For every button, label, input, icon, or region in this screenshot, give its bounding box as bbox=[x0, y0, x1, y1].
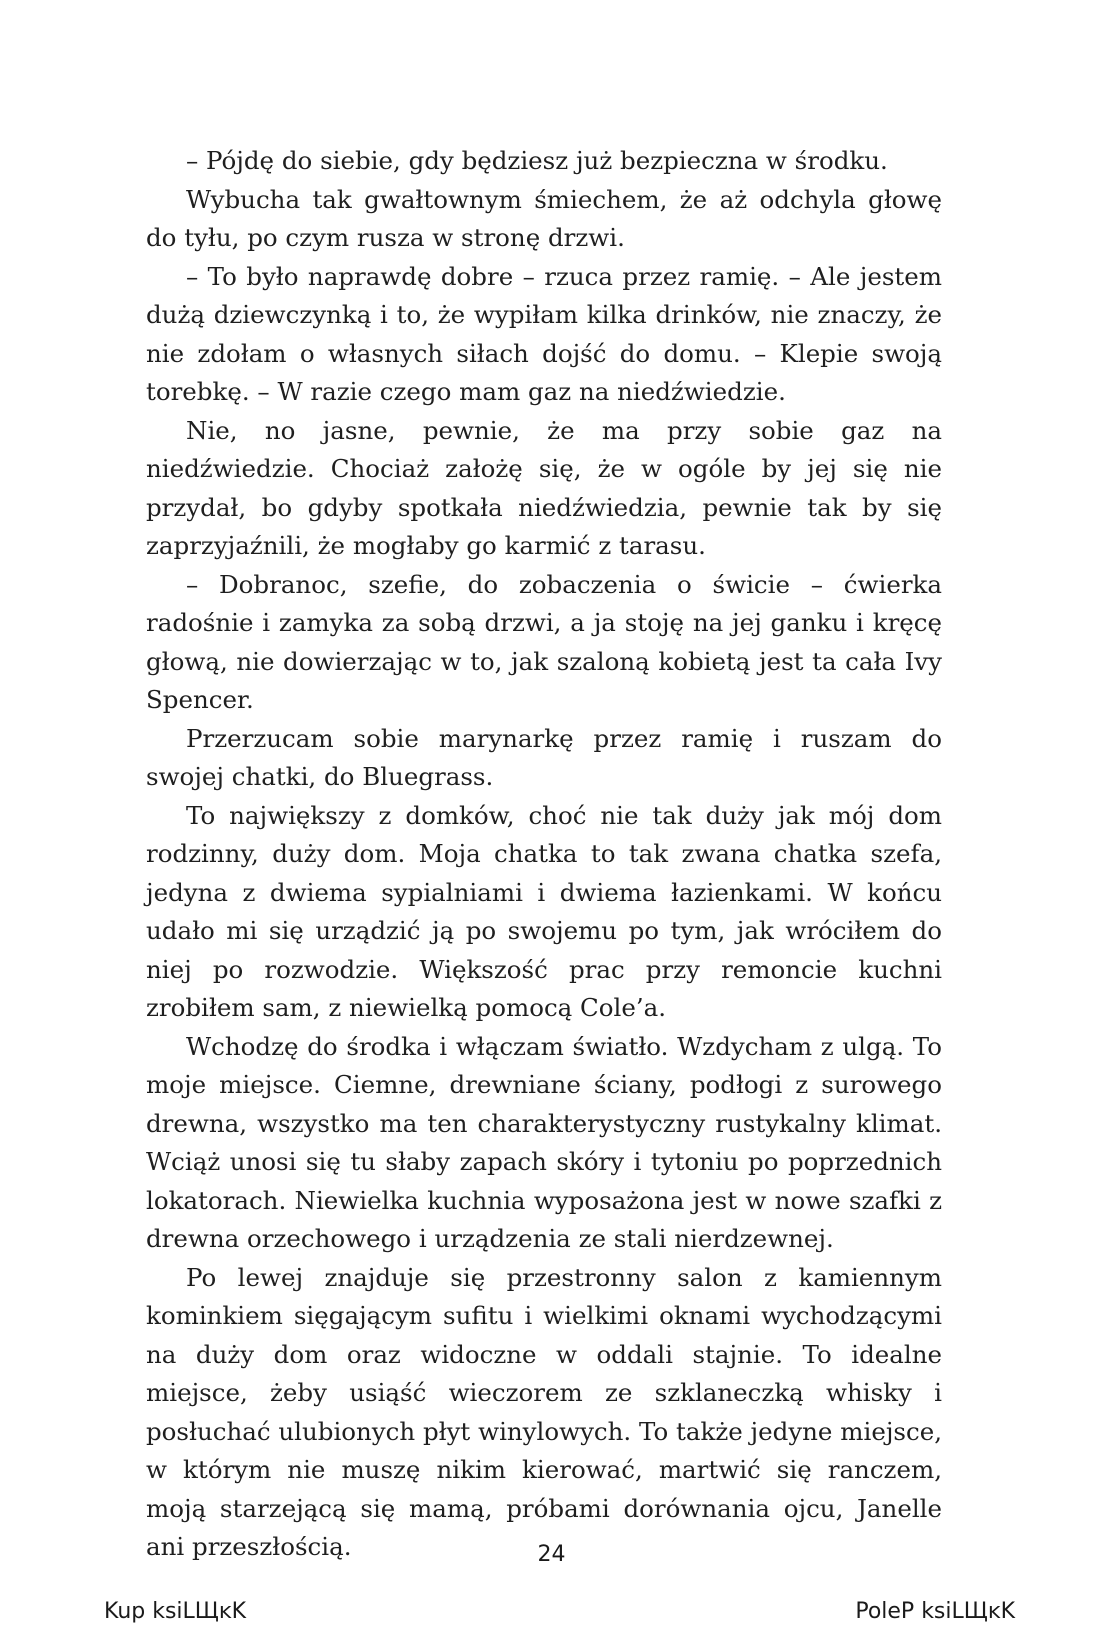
paragraph-6: Przerzucam sobie marynarkę przez ramię i ruszam do swojej chatki, do Bluegrass. bbox=[146, 723, 942, 791]
paragraph-3: – To było naprawdę dobre – rzuca przez ramię. – Ale jestem dużą dziewczynką i to, że wypiłam kilka drinków, nie znaczy, że nie zdołam o własnych siłach dojść do domu. – Klepie swoją torebkę. – W razie czego mam gaz na niedźwiedzie. bbox=[146, 261, 942, 406]
recommend-book-link[interactable]: PoleP ksiLЩĸK bbox=[855, 1599, 1015, 1624]
page-number: 24 bbox=[537, 1542, 566, 1567]
paragraph-5: – Dobranoc, szefie, do zobaczenia o świcie – ćwierka radośnie i zamyka za sobą drzwi, a ja stoję na jej ganku i kręcę głową, nie dowierzając w to, jak szaloną kobietą jest ta cała Ivy Spencer. bbox=[146, 569, 942, 714]
paragraph-4: Nie, no jasne, pewnie, że ma przy sobie gaz na niedźwiedzie. Chociaż założę się, że w ogóle by jej się nie przydał, bo gdyby spotkała niedźwiedzia, pewnie tak by się zaprzyjaźnili, że mogłaby go karmić z tarasu. bbox=[146, 415, 942, 560]
paragraph-9: Po lewej znajduje się przestronny salon z kamiennym kominkiem sięgającym sufitu i wielkimi oknami wychodzącymi na duży dom oraz widoczne w oddali stajnie. To idealne miejsce, żeby usiąść wieczorem ze szklaneczką whisky i posłuchać ulubionych płyt winylowych. To także jedyne miejsce, w którym nie muszę nikim kierować, martwić się ranczem, moją starzejącą się mamą, próbami dorównania ojcu, Janelle ani przeszłością. bbox=[146, 1262, 942, 1561]
paragraph-8: Wchodzę do środka i włączam światło. Wzdycham z ulgą. To moje miejsce. Ciemne, drewniane ściany, podłogi z surowego drewna, wszystko ma ten charakterystyczny rustykalny klimat. Wciąż unosi się tu słaby zapach skóry i tytoniu po poprzednich lokatorach. Niewielka kuchnia wyposażona jest w nowe szafki z drewna orzechowego i urządzenia ze stali nierdzewnej. bbox=[146, 1031, 942, 1253]
paragraph-7: To największy z domków, choć nie tak duży jak mój dom rodzinny, duży dom. Moja chatka to tak zwana chatka szefa, jedyna z dwiema sypialniami i dwiema łazienkami. W końcu udało mi się urządzić ją po swojemu po tym, jak wróciłem do niej po rozwodzie. Większość prac przy remoncie kuchni zrobiłem sam, z niewielką pomocą Cole’a. bbox=[146, 800, 942, 1022]
buy-book-link[interactable]: Kup ksiLЩĸK bbox=[104, 1599, 247, 1624]
body-text bbox=[146, 142, 942, 1567]
paragraph-1: – Pójdę do siebie, gdy będziesz już bezpieczna w środku. bbox=[186, 146, 888, 175]
paragraph-2: Wybucha tak gwałtownym śmiechem, że aż odchyla głowę do tyłu, po czym rusza w stronę drzwi. bbox=[146, 184, 942, 252]
